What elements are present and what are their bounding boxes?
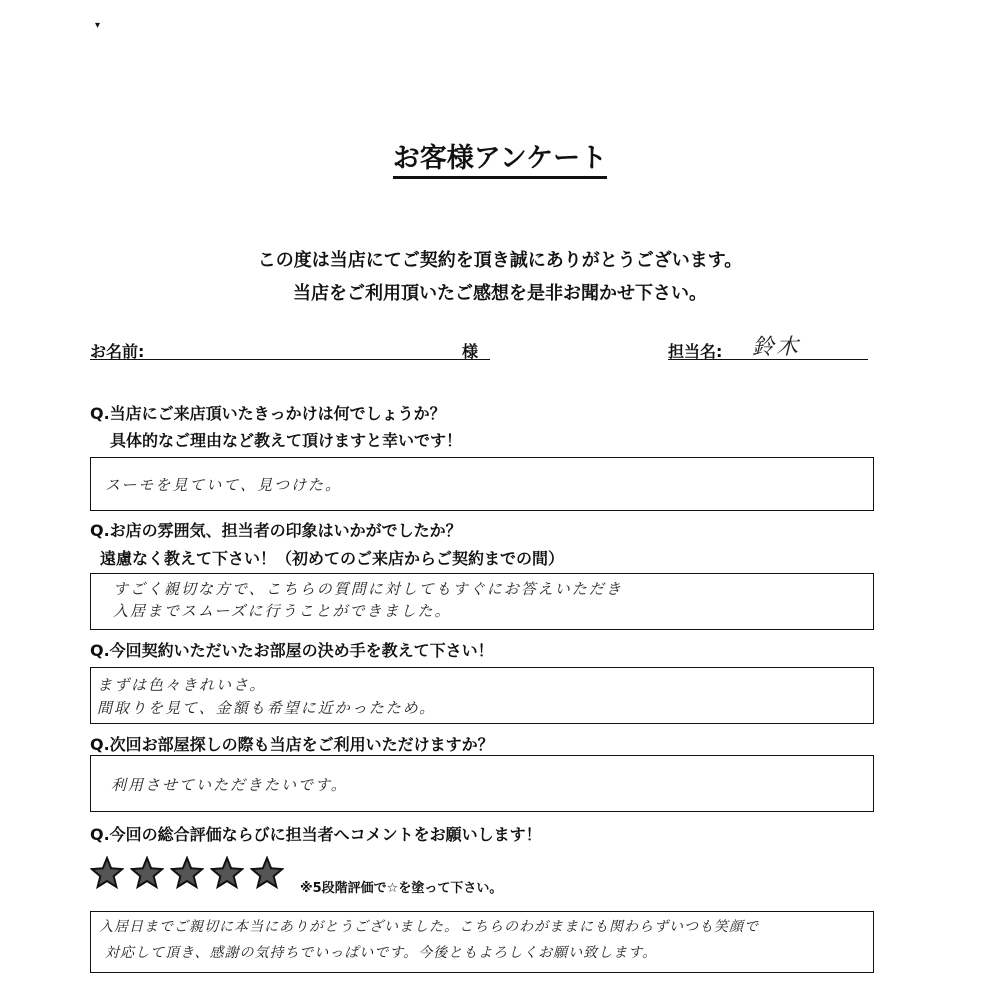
answer-2-line-1: すごく親切な方で、こちらの質問に対してもすぐにお答えいただき [113,580,623,598]
rating-star-icon[interactable] [170,856,204,890]
answer-box-2[interactable] [90,573,874,630]
rating-note: ※5段階評価で☆を塗って下さい。 [300,881,503,896]
question-2-line-2: 遠慮なく教えて下さい！（初めてのご来店からご契約までの間） [100,549,565,568]
staff-label: 担当名: [668,342,723,361]
rating-star-icon[interactable] [90,856,124,890]
answer-4-line-1: 利用させていただきたいです。 [111,776,348,794]
question-5-line-1: Q.今回の総合評価ならびに担当者へコメントをお願いします！ [90,825,542,844]
honorific-sama: 様 [462,342,479,361]
intro-line-1: この度は当店にてご契約を頂き誠にありがとうございます。 [257,250,743,271]
answer-3-line-1: まずは色々きれいさ。 [97,676,267,694]
answer-box-4[interactable] [90,755,874,812]
name-label: お名前: [90,342,145,361]
intro-line-2: 当店をご利用頂いたご感想を是非お聞かせ下さい。 [293,283,707,304]
answer-2-line-2: 入居までスムーズに行うことができました。 [113,602,452,620]
answer-box-5[interactable] [90,911,874,973]
survey-title: お客様アンケート [0,136,1000,175]
answer-5-line-2: 対応して頂き、感謝の気持ちでいっぱいです。今後ともよろしくお願い致します。 [105,945,658,961]
rating-star-icon[interactable] [130,856,164,890]
answer-1-line-1: スーモを見ていて、見つけた。 [105,476,342,494]
question-1-line-1: Q.当店にご来店頂いたきっかけは何でしょうか？ [90,404,446,423]
name-field[interactable] [90,359,490,360]
question-2-line-1: Q.お店の雰囲気、担当者の印象はいかがでしたか？ [90,521,462,540]
answer-5-line-1: 入居日までご親切に本当にありがとうございました。こちらのわがままにも関わらずいつも笑顔で [99,919,759,935]
question-3-line-1: Q.今回契約いただいたお部屋の決め手を教えて下さい！ [90,641,494,660]
stray-mark: ▾ [95,20,101,31]
rating-stars [90,856,284,890]
question-4-line-1: Q.次回お部屋探しの際も当店をご利用いただけますか？ [90,735,494,754]
answer-box-1[interactable] [90,457,874,511]
rating-star-icon[interactable] [250,856,284,890]
question-1-line-2: 具体的なご理由など教えて頂けますと幸いです！ [110,431,463,450]
staff-value: 鈴木 [752,335,801,360]
rating-star-icon[interactable] [210,856,244,890]
answer-3-line-2: 間取りを見て、金額も希望に近かったため。 [97,699,437,717]
answer-box-3[interactable] [90,667,874,724]
